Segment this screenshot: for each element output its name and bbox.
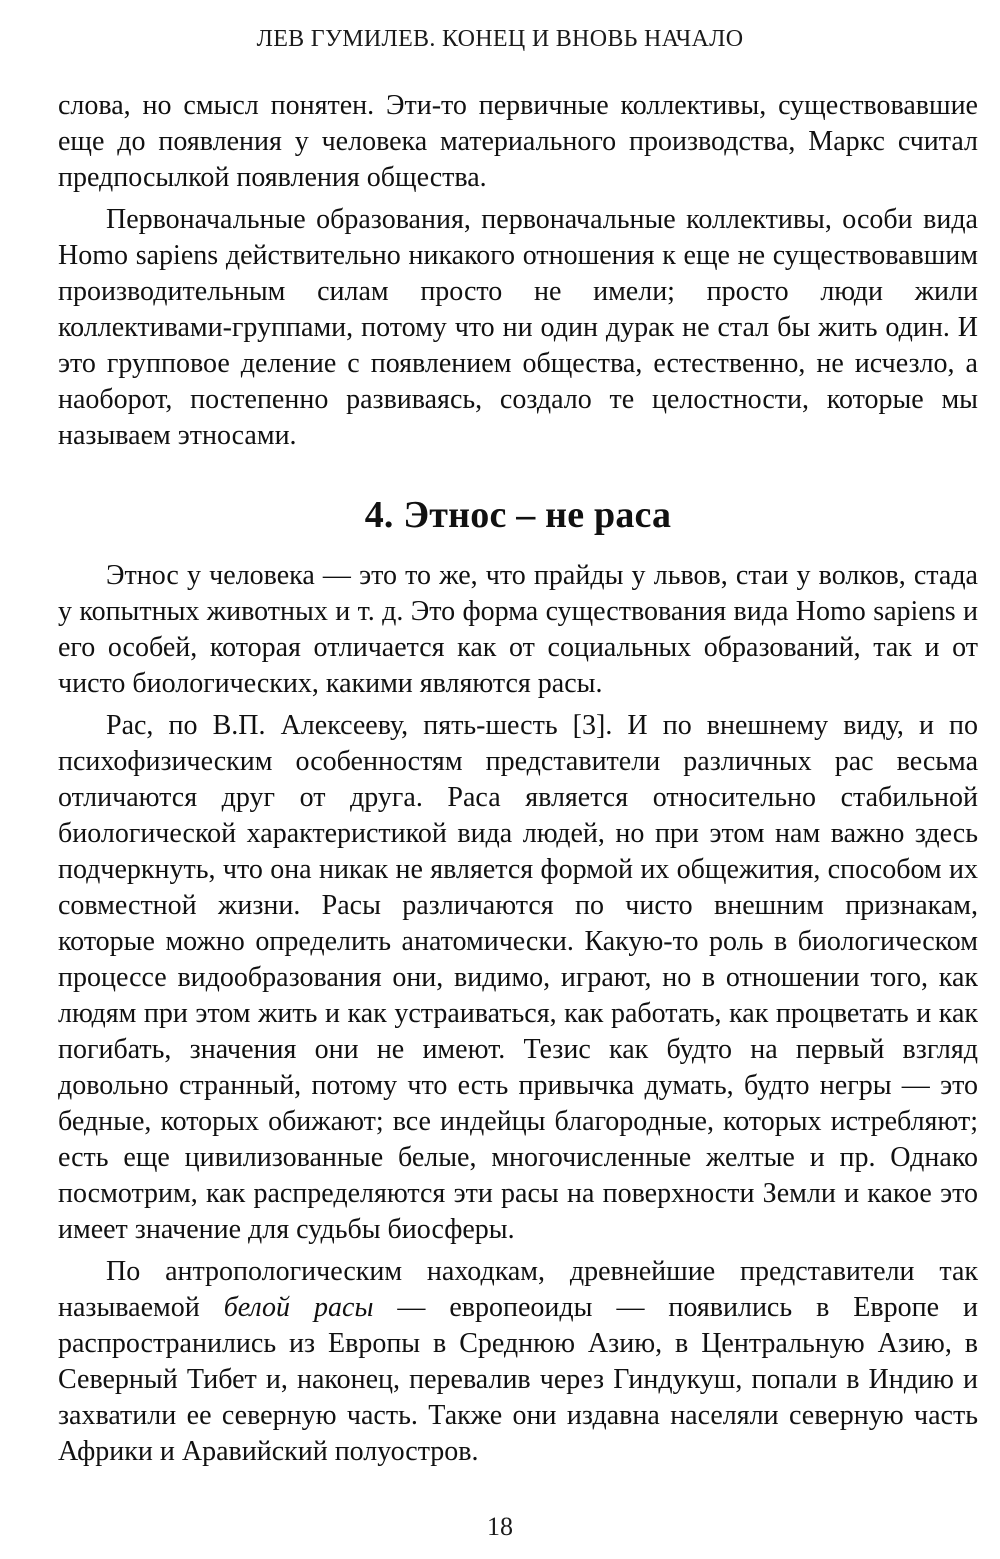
- section-title: 4. Этнос – не раса: [364, 494, 672, 536]
- paragraph-5: [58, 1254, 978, 1470]
- paragraph-3: Этнос у человека — это то же, что прайды у львов, стаи у волков, стада у копытных животных и т. д. Это форма существования вида Homo sapiens и его особей, которая отличается как от социальных образований, так и от чисто биологических, какими являются расы.: [58, 560, 978, 699]
- paragraph-5-start: По антропологическим находкам, древнейшие представители так называемой: [58, 1256, 978, 1323]
- paragraph-2: Первоначальные образования, первоначальные коллективы, особи вида Homo sapiens действительно никакого отношения к еще не существовавшим производительным силам просто не имели; просто люди жили коллективами-группами, потому что ни один дурак не стал бы жить один. И это групповое деление с появлением общества, естественно, не исчезло, а наоборот, постепенно развиваясь, создало те целостности, которые мы называем этносами.: [58, 204, 978, 451]
- running-header: ЛЕВ ГУМИЛЕВ. КОНЕЦ И ВНОВЬ НАЧАЛО: [256, 26, 744, 52]
- italic-term: белой расы: [223, 1292, 374, 1323]
- paragraph-1: слова, но смысл понятен. Эти-то первичные коллективы, существовавшие еще до появления у человека материального производства, Маркс считал предпосылкой появления общества.: [58, 90, 978, 193]
- paragraph-5-end: — европеоиды — появились в Европе и распространились из Европы в Среднюю Азию, в Центральную Азию, в Северный Тибет и, наконец, перевалив через Гиндукуш, попали в Индию и захватили ее северную часть. Также они издавна населяли северную часть Африки и Аравийский полуостров.: [58, 1292, 978, 1467]
- page-body: [58, 88, 978, 1470]
- paragraph-4: Рас, по В.П. Алексееву, пять-шесть [3]. И по внешнему виду, и по психофизическим особенностям представители различных рас весьма отличаются друг от друга. Раса является относительно стабильной биологической характеристикой вида людей, но при этом нам важно здесь подчеркнуть, что она никак не является формой их общежития, способом их совместной жизни. Расы различаются по чисто внешним признакам, которые можно определить анатомически. Какую-то роль в биологическом процессе видообразования они, видимо, играют, но в отношении того, как людям при этом жить и как устраиваться, как работать, как процветать и как погибать, значения они не имеют. Тезис как будто на первый взгляд довольно странный, потому что есть привычка думать, будто негры — это бедные, которых обижают; все индейцы благородные, которых истребляют; есть еще цивилизованные белые, многочисленные желтые и пр. Однако посмотрим, как распределяются эти расы на поверхности Земли и какое это имеет значение для судьбы биосферы.: [58, 710, 978, 1245]
- page-number: 18: [487, 1512, 513, 1541]
